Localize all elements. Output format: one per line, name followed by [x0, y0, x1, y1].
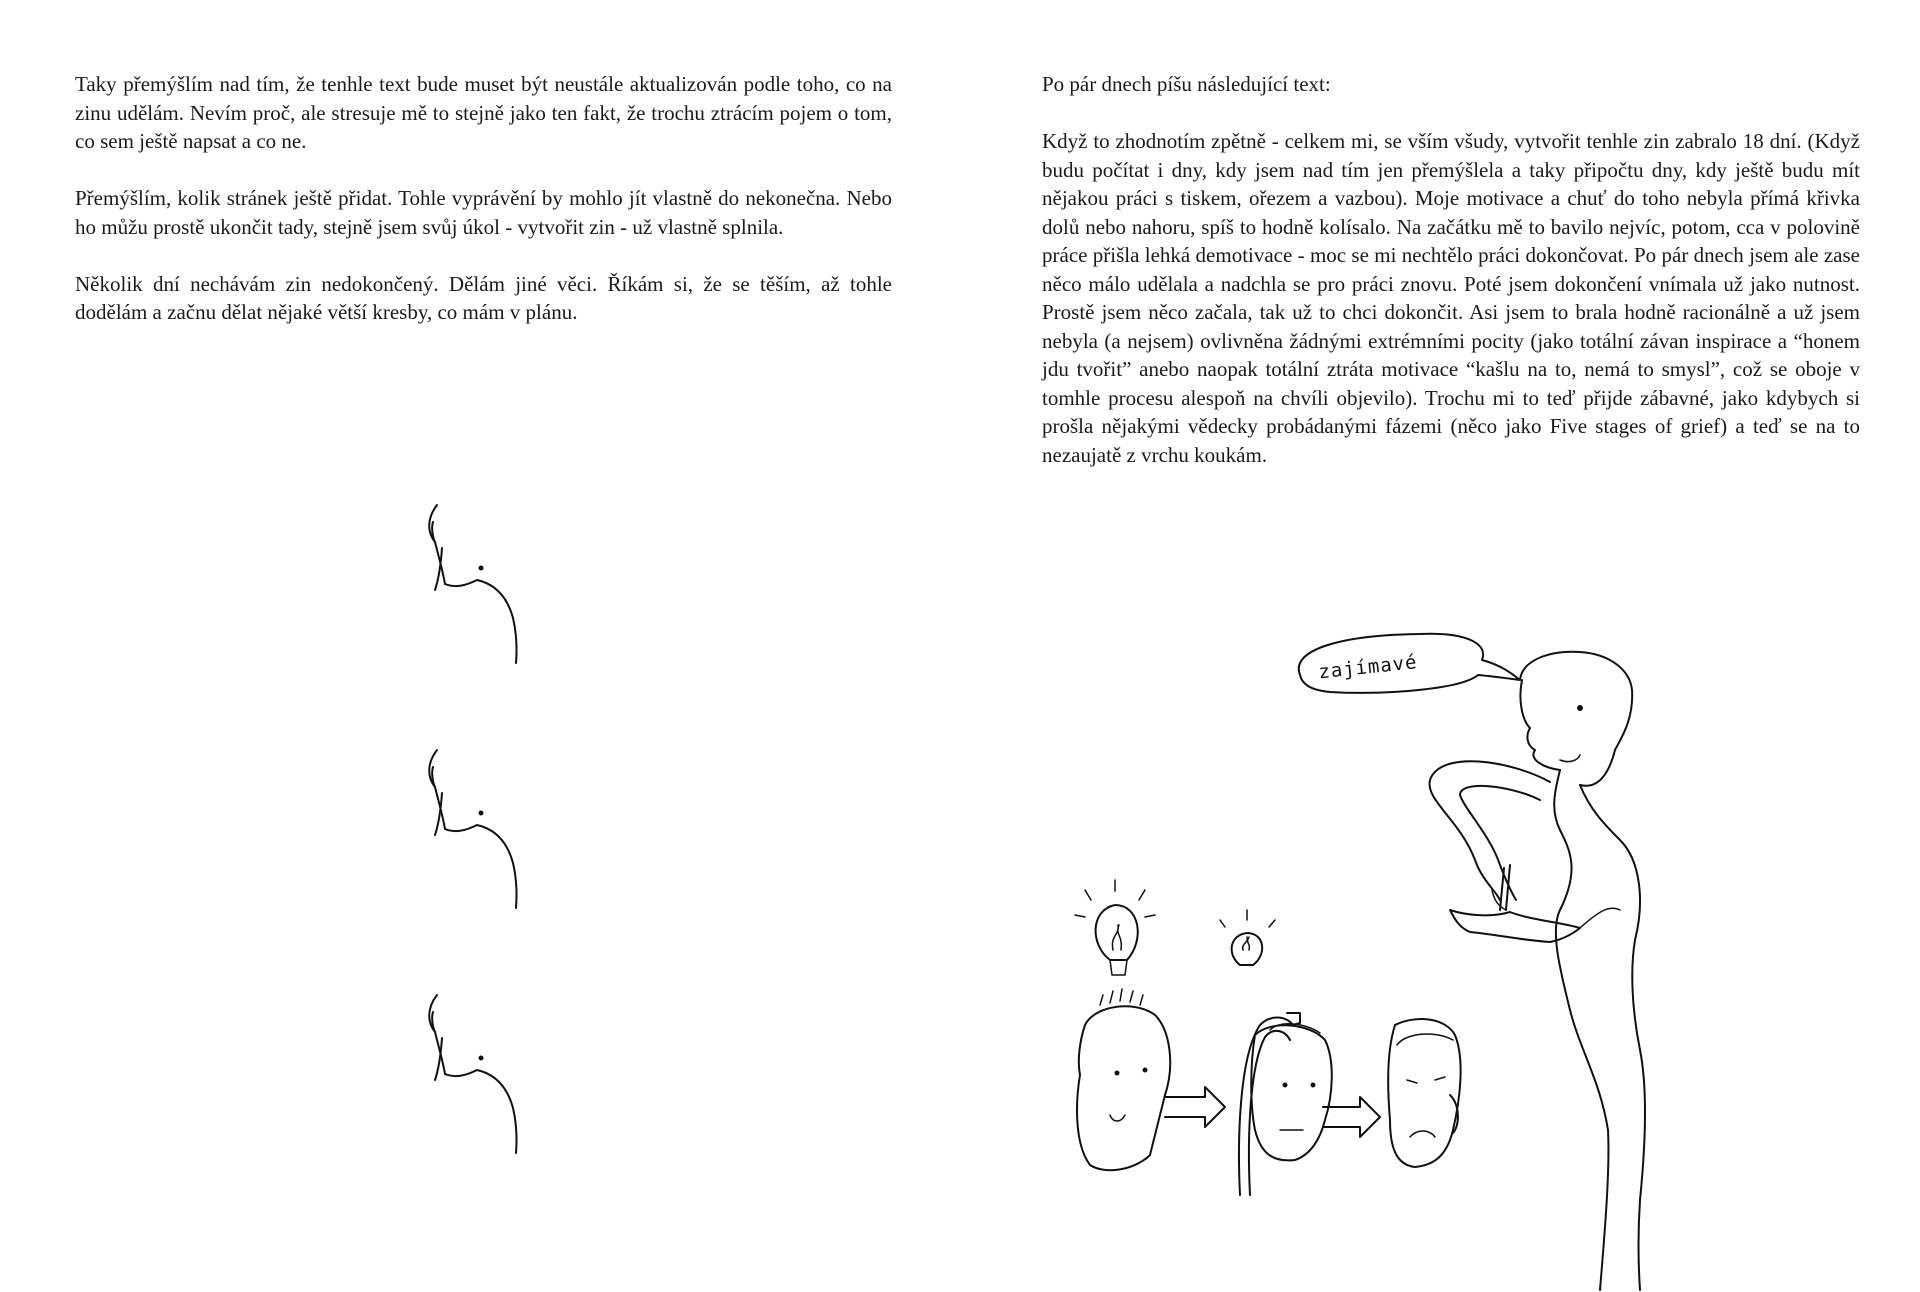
- paragraph: Několik dní nechávám zin nedokončený. Dělám jiné věci. Říkám si, že se těším, až tohle dodělám a začnu dělat nějaké větší kresby, co mám v plánu.: [75, 271, 892, 324]
- face-profile-sketch: [425, 500, 565, 670]
- paragraph: Přemýšlím, kolik stránek ještě přidat. Tohle vyprávění by mohlo jít vlastně do nekonečna. Nebo ho můžu prostě ukončit tady, stejně jsem svůj úkol - vytvořit zin - už vlastně splnila.: [75, 186, 892, 239]
- left-page-text: [75, 70, 892, 355]
- paragraph: Když to zhodnotím zpětně - celkem mi, se vším všudy, vytvořit tenhle zin zabralo 18 dní. (Když budu počítat i dny, kdy jsem nad tím jen přemýšlela a taky připočtu dny, kdy ještě budu mít nějakou práci s tiskem, ořezem a vazbou). Moje motivace a chuť do toho nebyla přímá křivka dolů nebo nahoru, spíš to hodně kolísalo. Na začátku mě to bavilo nejvíc, potom, cca v polovině práce přišla lehká demotivace - moc se mi nechtělo práci dokončovat. Po pár dnech jsem ale zase něco málo udělala a nadchla se pro práci znovu. Poté jsem dokončení vnímala už jako nutnost. Prostě jsem něco začala, tak už to chci dokončit. Asi jsem to brala hodně racionálně a už jsem nebyla (a nejsem) ovlivněna žádnými extrémními pocity (jako totální závan inspirace a “honem jdu tvořit” anebo naopak totální ztráta motivace “kašlu na to, nemá to smysl”, což se oboje v tomhle procesu alespoň na chvíli objevilo). Trochu mi to teď přijde zábavné, jako kdybych si prošla nějakými vědecky probádanými fázemi (něco jako Five stages of grief) a teď se na to nezaujatě z vrchu koukám.: [1042, 129, 1860, 467]
- paragraph: Po pár dnech píšu následující text:: [1042, 72, 1331, 96]
- paragraph: Taky přemýšlím nad tím, že tenhle text bude muset být neustále aktualizován podle toho, co na zinu udělám. Nevím proč, ale stresuje mě to stejně jako ten fakt, že trochu ztrácím pojem o tom, co sem ještě napsat a co ne.: [75, 72, 892, 153]
- light-bulb-icon: [1220, 910, 1275, 965]
- three-heads-sketch: [1055, 875, 1495, 1215]
- face-profile-sketch: [425, 990, 565, 1160]
- right-page-text: [1042, 70, 1860, 498]
- light-bulb-icon: [1075, 880, 1155, 975]
- speech-bubble-text: zajímavé: [1317, 651, 1419, 684]
- face-profile-sketch: [425, 745, 565, 915]
- right-page: [960, 0, 1920, 1292]
